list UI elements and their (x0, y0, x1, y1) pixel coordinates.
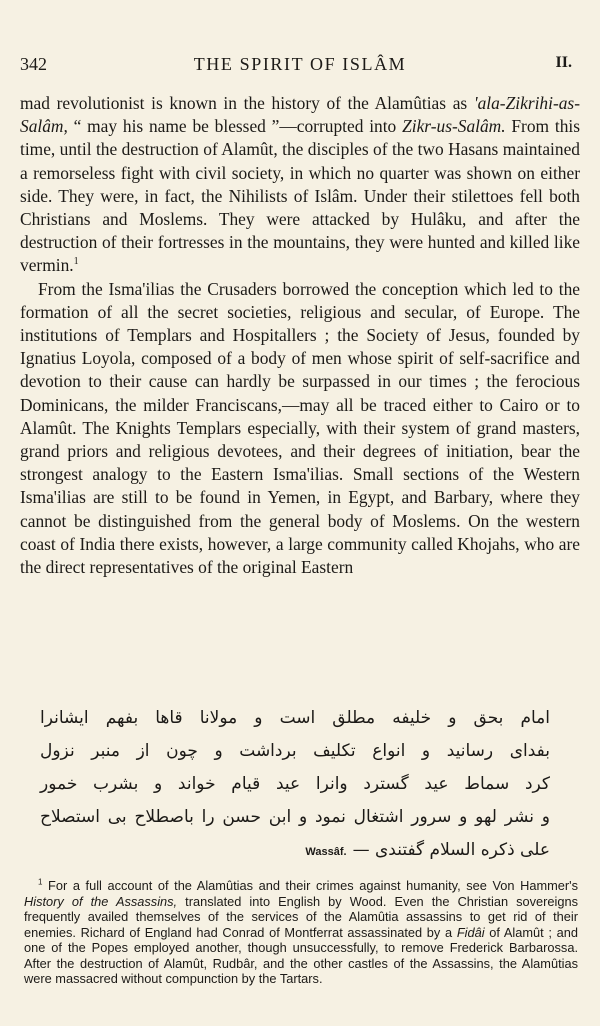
book-title: History of the Assassins, (24, 893, 178, 909)
paragraph-1 (20, 92, 580, 278)
quotation-source: Wassâf. (305, 846, 347, 858)
persian-line-4: و نشر لهو و سرور اشتغال نمود و ابن حسن را باصطلاح بی استصلاح (40, 807, 550, 827)
running-title: THE SPIRIT OF ISLÂM (193, 54, 407, 74)
text-run: From this time, until the destruction of Alamût, the disciples of the two Hasans maintained a remorseless fight with civil society, in which no quarter was shown on either side. They were, in fact, the Nihilists of Islâm. Under their stilettoes fell both Christians and Moslems. They were attacked by Hulâku, and after the destruction of their fortresses in the mountains, they were hunted and killed like vermin. (20, 116, 580, 276)
persian-line-1: امام بحق و خلیفه مطلق است و مولانا قاها بفهم ایشانرا (40, 708, 550, 728)
persian-line-5 (40, 834, 550, 869)
paragraph-2: From the Isma'ilias the Crusaders borrowed the conception which led to the formation of all the secret societies, religious and secular, of Europe. The institutions of Templars and Hospitallers ; the Society of Jesus, founded by Ignatius Loyola, composed of a body of men whose spirit of self-sacrifice and devotion to their cause can hardly be surpassed in our times ; the ferocious Dominicans, the milder Franciscans,—may all be traced either to Cairo or to Alamût. The Knights Templars especially, with their system of grand masters, grand priors and religious devotees, and their degrees of initiation, bear the strongest analogy to the Eastern Isma'ilias. Small sections of the Western Isma'ilias are still to be found in Yemen, in Egypt, and Barbary, where they cannot be distinguished from the general body of Moslems. On the western coast of India there exists, however, a large community called Khojahs, who are the direct representatives of the original Eastern (20, 278, 580, 578)
text-run: For a full account of the Alamûtias and their crimes against humanity, see Von Hammer's (48, 878, 578, 893)
text-run: mad revolutionist is known in the history of the Alamûtias as (20, 93, 474, 113)
text-run: of Alamût ; and one of the Popes employed another, though unsuccessfully, to remove Frederick Barbarossa. After the destruction of Alamût, Rudbâr, and the other castles of the Assassins, the Alamûtias were massacred without compunction by the Tartars. (24, 924, 578, 986)
text-run: translated into English by Wood. Even the Christian sovereigns frequently availed themselves of the services of the Alamûtia assassins to get rid of their enemies. Richard of England had Conrad of Montferrat assassinated by a (24, 893, 578, 940)
persian-line-3: کرد سماط عید گسترد وانرا عید قیام خواند و بشرب خمور (40, 774, 550, 794)
persian-line-5-text: علی ذکره السلام گفتندی — (352, 840, 550, 860)
text-run: “ may his name be blessed ”—corrupted into (67, 116, 403, 137)
page-header (20, 54, 580, 80)
italic-term: Zikr-us-Salâm. (402, 116, 506, 137)
footnote (24, 878, 578, 987)
persian-quotation (40, 702, 550, 869)
italic-term: 'ala-Zikrihi-as-Salâm, (20, 93, 580, 137)
main-text (20, 92, 580, 579)
footnote-reference[interactable]: 1 (73, 256, 79, 268)
italic-term: Fidâi (456, 924, 485, 940)
page-number: 342 (20, 54, 47, 74)
footnote-mark: 1 (38, 877, 43, 887)
persian-line-2: بفدای رسانید و انواع تکلیف برداشت و چون از منبر نزول (40, 741, 550, 761)
chapter-number: II. (555, 54, 572, 71)
